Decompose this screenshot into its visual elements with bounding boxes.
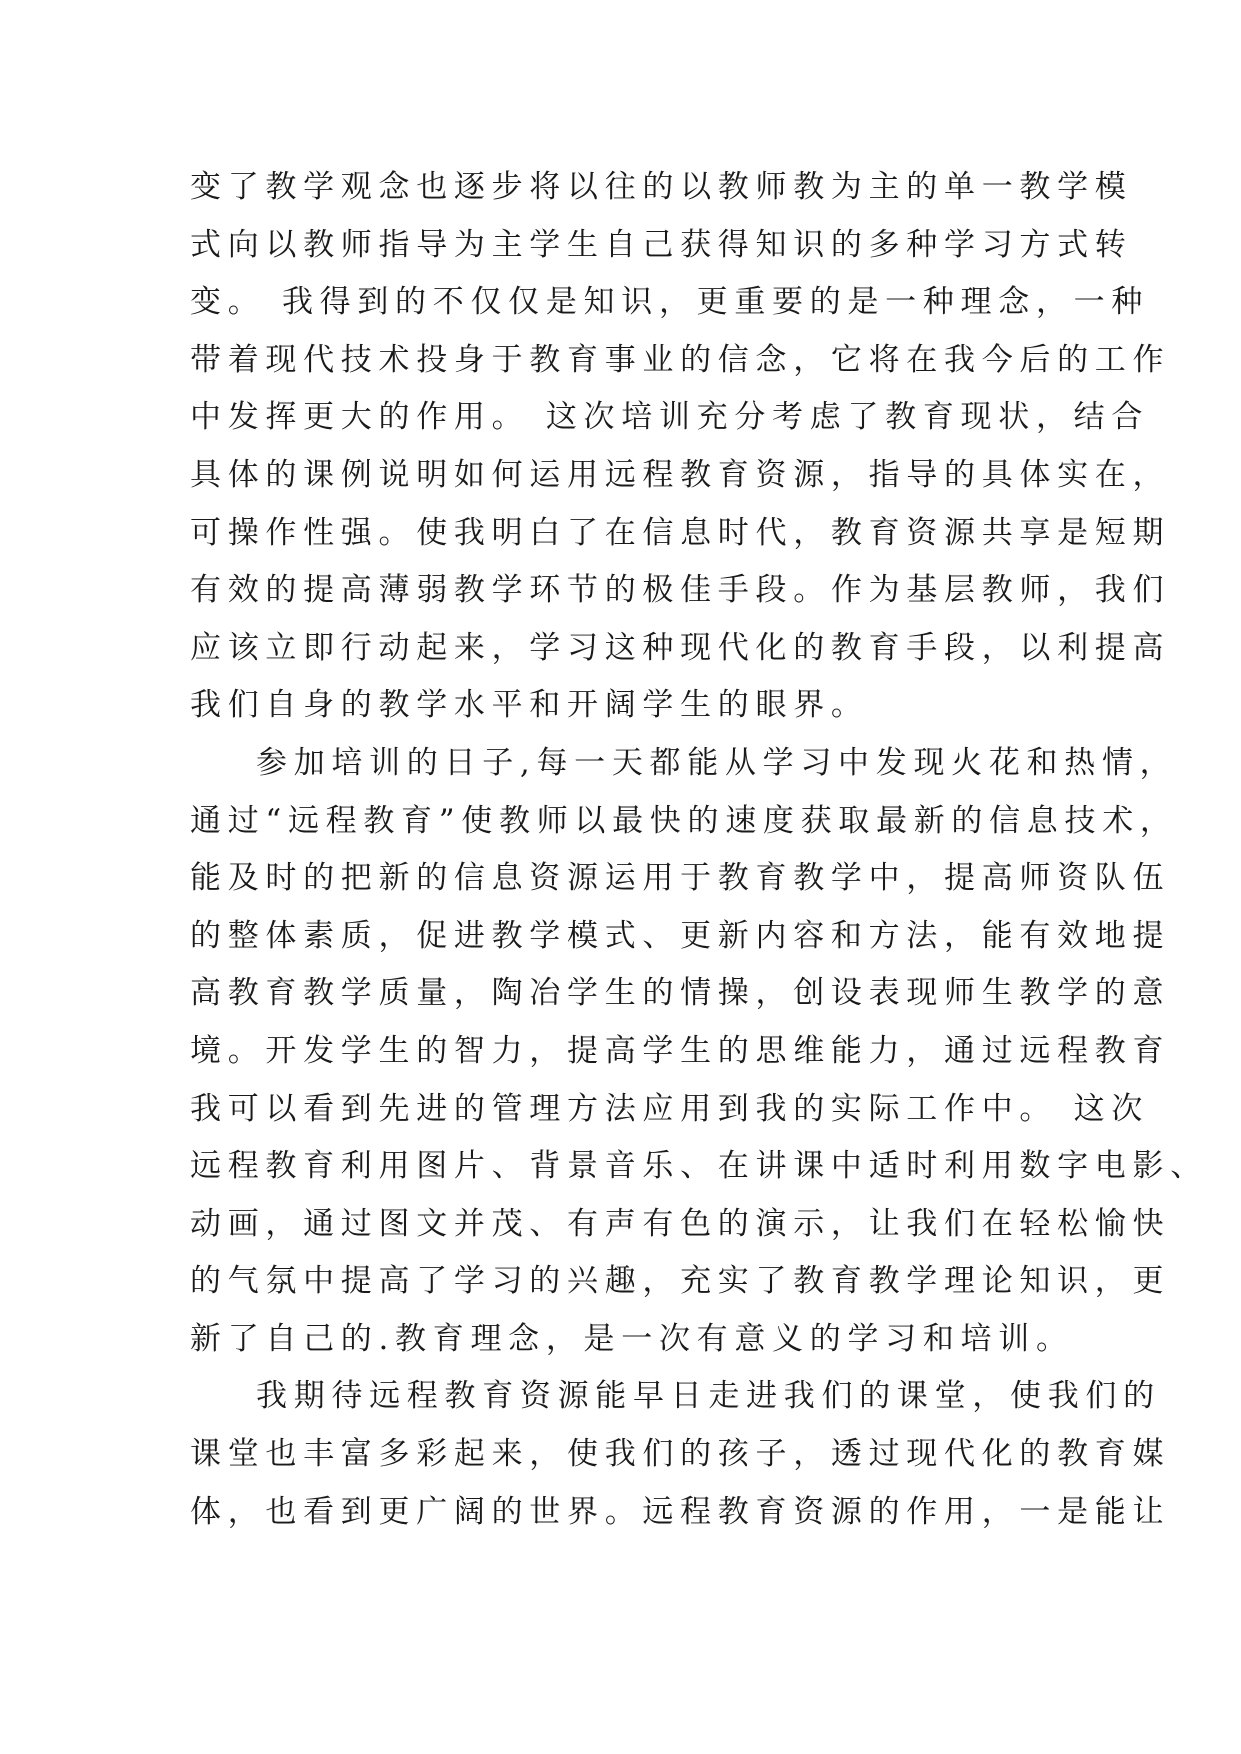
text-line: 应该立即行动起来，学习这种现代化的教育手段，以利提高 [190,629,1171,666]
text-line: 我可以看到先进的管理方法应用到我的实际工作中。 这次 [190,1090,1150,1127]
text-line: 高教育教学质量，陶冶学生的情操，创设表现师生教学的意 [190,975,1171,1012]
text-line: 带着现代技术投身于教育事业的信念，它将在我今后的工作 [190,341,1171,378]
text-line-first: 我期待远程教育资源能早日走进我们的课堂，使我们的 [256,1378,1161,1415]
text-line-first: 参加培训的日子,每一天都能从学习中发现火花和热情， [256,744,1178,781]
text-line: 具体的课例说明如何运用远程教育资源，指导的具体实在， [190,456,1171,493]
paragraph-3 [190,1368,1171,1541]
text-line: 动画，通过图文并茂、有声有色的演示，让我们在轻松愉快 [190,1205,1171,1242]
text-line: 远程教育利用图片、背景音乐、在讲课中适时利用数字电影、 [190,1148,1208,1185]
text-line: 境。开发学生的智力，提高学生的思维能力，通过远程教育 [190,1032,1171,1069]
paragraph-2 [190,735,1208,1369]
text-line: 变。 我得到的不仅仅是知识，更重要的是一种理念，一种 [190,284,1150,321]
text-line: 的整体素质，促进教学模式、更新内容和方法，能有效地提 [190,917,1171,954]
text-line: 我们自身的教学水平和开阔学生的眼界。 [190,687,869,724]
text-line: 新了自己的.教育理念，是一次有意义的学习和培训。 [190,1320,1074,1357]
text-line: 通过“远程教育”使教师以最快的速度获取最新的信息技术， [190,802,1178,839]
paragraph-1 [190,159,1171,735]
text-line: 式向以教师指导为主学生自己获得知识的多种学习方式转 [190,226,1133,263]
document-body [190,159,1208,1541]
text-line: 变了教学观念也逐步将以往的以教师教为主的单一教学模 [190,169,1133,205]
text-line: 中发挥更大的作用。 这次培训充分考虑了教育现状，结合 [190,399,1150,436]
text-line: 能及时的把新的信息资源运用于教育教学中，提高师资队伍 [190,860,1171,897]
text-line: 的气氛中提高了学习的兴趣，充实了教育教学理论知识，更 [190,1263,1171,1300]
text-line: 课堂也丰富多彩起来，使我们的孩子，透过现代化的教育媒 [190,1436,1171,1473]
text-line: 有效的提高薄弱教学环节的极佳手段。作为基层教师，我们 [190,572,1171,609]
text-line: 可操作性强。使我明白了在信息时代，教育资源共享是短期 [190,514,1171,551]
text-line: 体，也看到更广阔的世界。远程教育资源的作用，一是能让 [190,1493,1171,1530]
